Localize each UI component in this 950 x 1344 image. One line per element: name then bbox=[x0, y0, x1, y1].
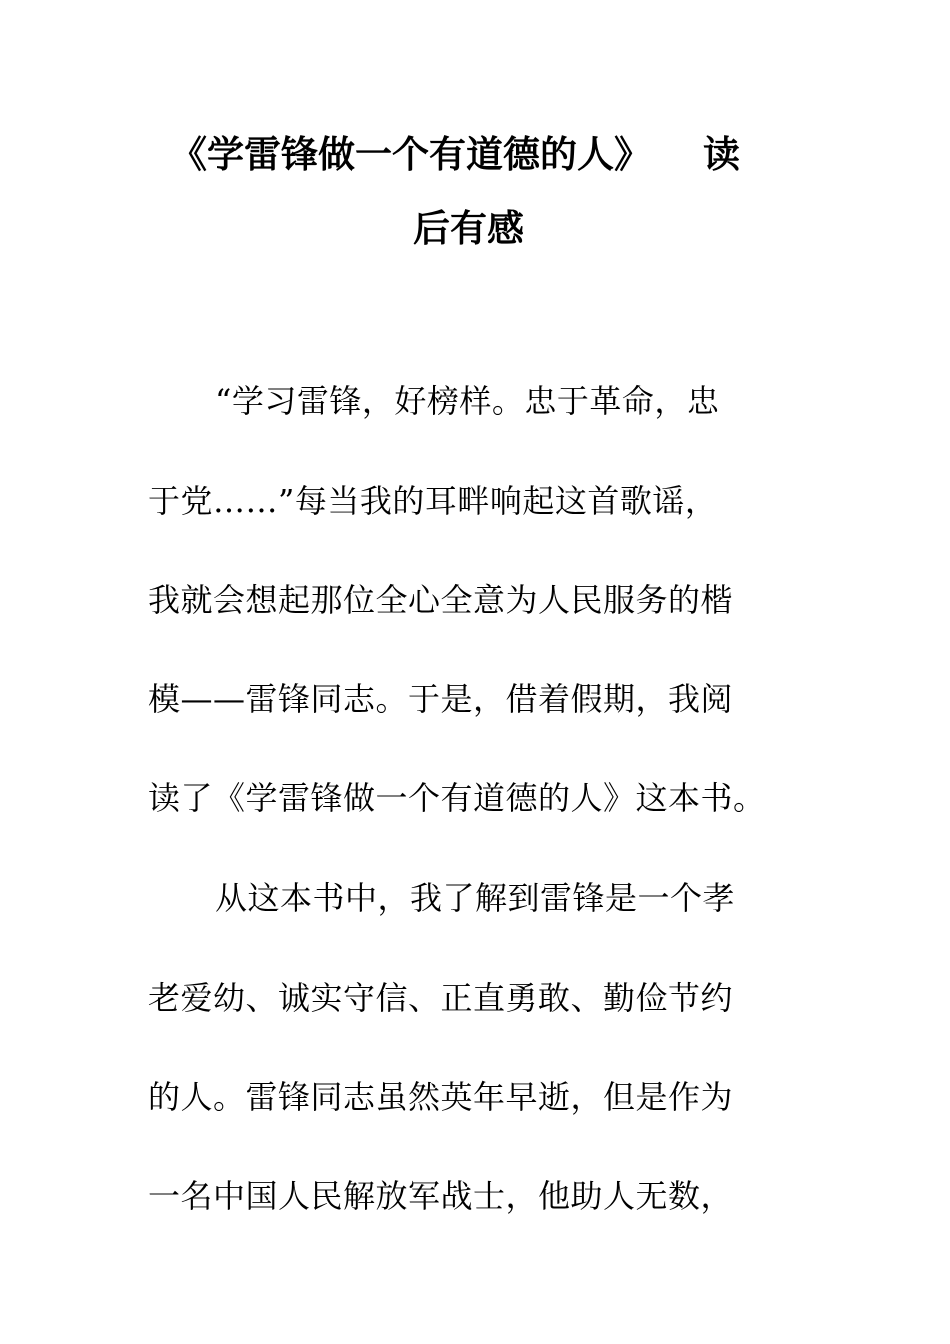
paragraph-line: 我就会想起那位全心全意为人民服务的楷 bbox=[148, 581, 734, 619]
paragraph-line: “学习雷锋，好榜样。忠于革命，忠 bbox=[215, 382, 720, 420]
paragraph-line: 于党……”每当我的耳畔响起这首歌谣， bbox=[148, 482, 718, 520]
paragraph-line: 模——雷锋同志。于是，借着假期，我阅 bbox=[148, 680, 734, 718]
document-title-line-1 bbox=[170, 132, 740, 176]
paragraph-line: 读了《学雷锋做一个有道德的人》这本书。 bbox=[148, 779, 766, 817]
document-title-tail: 读 bbox=[703, 132, 740, 176]
document-title-main: 《学雷锋做一个有道德的人》 bbox=[170, 132, 651, 176]
paragraph-line: 一名中国人民解放军战士，他助人无数， bbox=[148, 1177, 734, 1215]
document-title-line-2: 后有感 bbox=[413, 206, 524, 250]
paragraph-line: 从这本书中，我了解到雷锋是一个孝 bbox=[215, 879, 736, 917]
paragraph-line: 老爱幼、诚实守信、正直勇敢、勤俭节约 bbox=[148, 979, 734, 1017]
paragraph-line: 的人。雷锋同志虽然英年早逝，但是作为 bbox=[148, 1078, 734, 1116]
